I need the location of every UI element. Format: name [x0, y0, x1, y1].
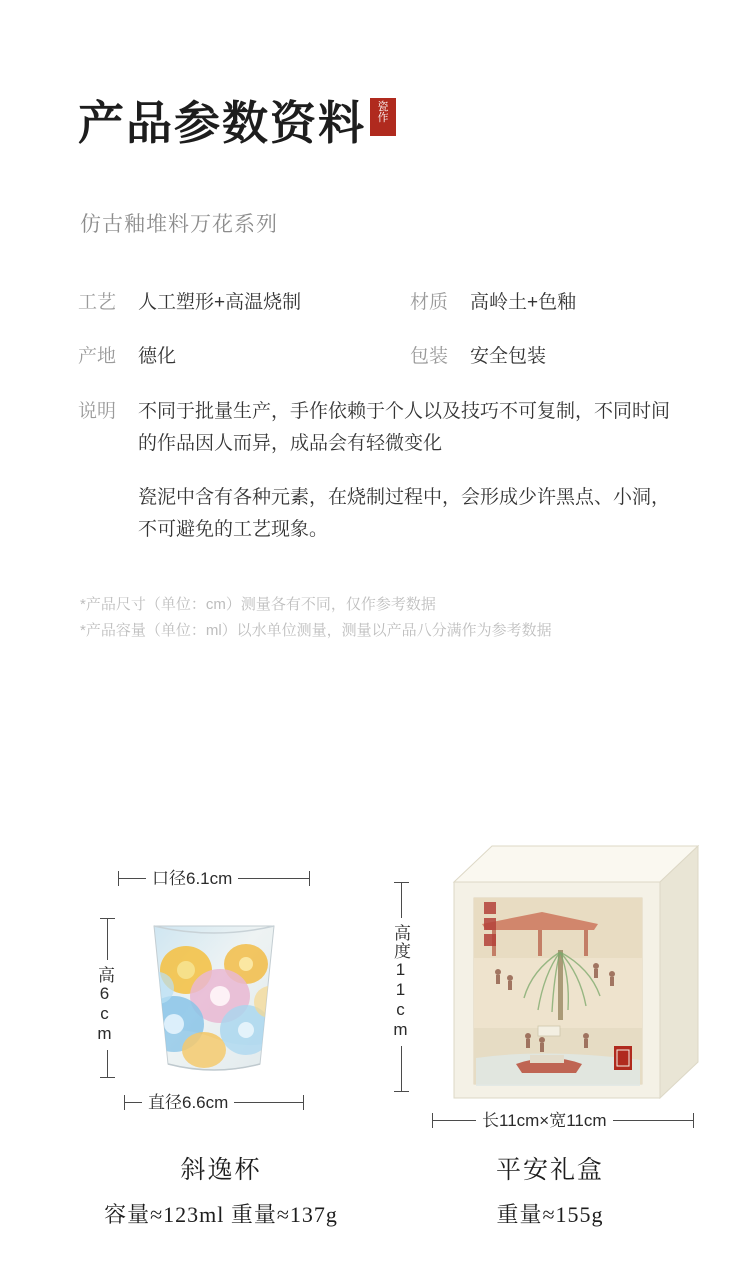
cup-illustration-svg [134, 918, 294, 1078]
gift-box-illustration-svg [446, 840, 700, 1108]
description-paragraph: 不同于批量生产，手作依赖于个人以及技巧不可复制，不同时间的作品因人而异，成品会有轻微变化 [138, 401, 671, 454]
box-caption [390, 1150, 710, 1229]
box-height-dimension-label: 高度11cm [388, 918, 413, 1046]
spec-label: 工艺 [78, 292, 117, 313]
seal-stamp-icon [370, 98, 396, 136]
cup-caption [96, 1150, 346, 1229]
box-name: 平安礼盒 [495, 1157, 604, 1184]
dimension-tick [100, 1077, 115, 1078]
seal-char-2: 作 [377, 112, 389, 124]
spec-cell-origin [78, 342, 410, 372]
spec-description-label: 说明 [78, 401, 117, 422]
footnote: *产品尺寸（单位：cm）测量各有不同，仅作参考数据 [80, 596, 436, 613]
spec-value: 安全包装 [470, 346, 547, 367]
box-specs: 重量≈155g [496, 1202, 604, 1227]
series-subtitle: 仿古釉堆料万花系列 [80, 213, 278, 236]
spec-description-body [138, 396, 678, 546]
cup-specs: 容量≈123ml 重量≈137g [104, 1202, 338, 1227]
dimension-tick [309, 871, 310, 886]
spec-label: 材质 [410, 292, 449, 313]
gift-box-image [446, 840, 700, 1108]
dimension-tick [394, 882, 409, 883]
cup-bottom-dimension-label: 直径6.6cm [142, 1088, 234, 1113]
cup-top-dimension-label: 口径6.1cm [146, 864, 238, 889]
spec-value: 人工塑形+高温烧制 [138, 292, 302, 313]
cup-height-dimension-label: 高6cm [92, 960, 117, 1050]
box-height-dimension [390, 882, 416, 1092]
description-paragraph: 瓷泥中含有各种元素，在烧制过程中，会形成少许黑点、小洞，不可避免的工艺现象。 [138, 487, 671, 540]
dimension-tick [693, 1113, 694, 1128]
spec-row [78, 288, 678, 318]
cup-top-dimension [118, 868, 310, 892]
spec-cell-material [410, 288, 576, 318]
spec-label: 包装 [410, 346, 449, 367]
box-bottom-dimension-label: 长11cm×宽11cm [476, 1106, 613, 1131]
dimension-tick [100, 918, 115, 919]
footnotes [80, 592, 552, 644]
dimension-tick [432, 1113, 433, 1128]
cup-name: 斜逸杯 [180, 1157, 262, 1184]
spec-value: 德化 [138, 346, 177, 367]
dimension-tick [394, 1091, 409, 1092]
spec-row [78, 342, 678, 372]
spec-label: 产地 [78, 346, 117, 367]
page-title: 产品参数资料 [78, 98, 366, 149]
spec-cell-craft [78, 288, 410, 318]
seal-char-1: 瓷 [377, 101, 389, 113]
dimension-tick [303, 1095, 304, 1110]
spec-description-row [78, 396, 678, 546]
spec-cell-packaging [410, 342, 546, 372]
dimension-tick [118, 871, 119, 886]
dimension-tick [124, 1095, 125, 1110]
page-title-row [78, 96, 396, 152]
spec-value: 高岭土+色釉 [470, 292, 577, 313]
box-bottom-dimension [432, 1110, 694, 1134]
cup-height-dimension [96, 918, 120, 1078]
dimension-diagram [0, 840, 750, 1260]
cup-image [134, 918, 294, 1078]
spec-table [78, 288, 678, 546]
cup-bottom-dimension [124, 1092, 304, 1116]
footnote: *产品容量（单位：ml）以水单位测量，测量以产品八分满作为参考数据 [80, 622, 552, 639]
